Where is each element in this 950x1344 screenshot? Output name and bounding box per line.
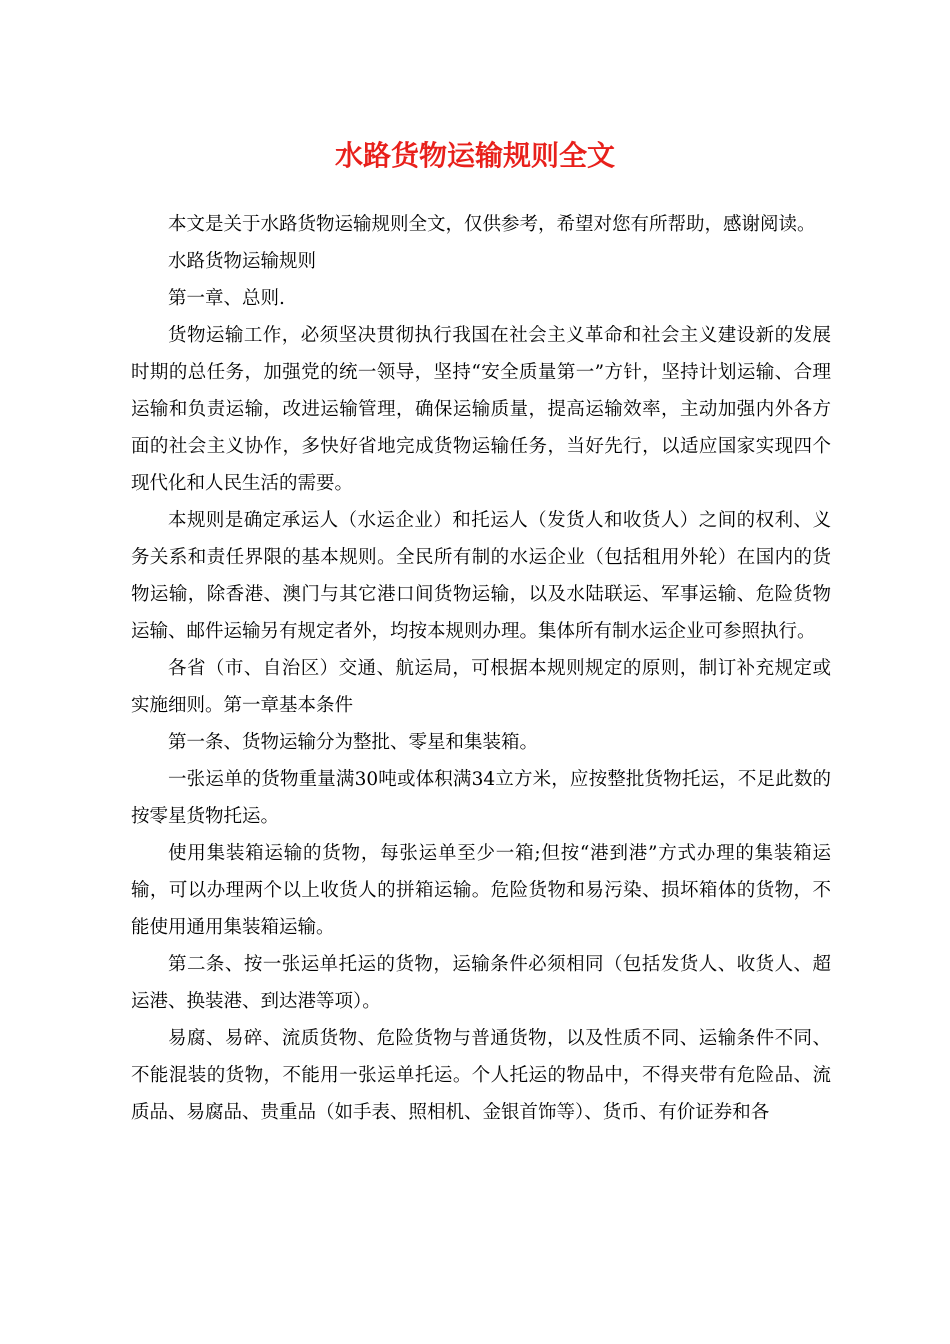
document-title: 水路货物运输规则全文: [334, 139, 615, 172]
paragraph: 本规则是确定承运人（水运企业）和托运人（发货人和收货人）之间的权利、义务关系和责任界限的基本规则。全民所有制的水运企业（包括租用外轮）在国内的货物运输，除香港、澳门与其它港口间货物运输，以及水陆联运、军事运输、危险货物运输、邮件运输另有规定者外，均按本规则办理。集体所有制水运企业可参照执行。: [131, 510, 831, 642]
paragraph: 第二条、按一张运单托运的货物，运输条件必须相同（包括发货人、收货人、超运港、换装港、到达港等项）。: [131, 954, 831, 1012]
paragraph: 使用集装箱运输的货物，每张运单至少一箱;但按“港到港”方式办理的集装箱运输，可以办理两个以上收货人的拼箱运输。危险货物和易污染、损坏箱体的货物，不能使用通用集装箱运输。: [131, 843, 831, 938]
paragraph: 各省（市、自治区）交通、航运局，可根据本规则规定的原则，制订补充规定或实施细则。第一章基本条件: [131, 658, 831, 716]
document-body: [131, 206, 831, 1131]
paragraph-chapter-heading: 第一章、总则.: [168, 288, 285, 309]
paragraph: 货物运输工作，必须坚决贯彻执行我国在社会主义革命和社会主义建设新的发展时期的总任务，加强党的统一领导，坚持“安全质量第一”方针，坚持计划运输、合理运输和负责运输，改进运输管理，确保运输质量，提高运输效率，主动加强内外各方面的社会主义协作，多快好省地完成货物运输任务，当好先行，以适应国家实现四个现代化和人民生活的需要。: [131, 325, 831, 494]
paragraph: 易腐、易碎、流质货物、危险货物与普通货物，以及性质不同、运输条件不同、不能混装的货物，不能用一张运单托运。个人托运的物品中，不得夹带有危险品、流质品、易腐品、贵重品（如手表、照相机、金银首饰等）、货币、有价证券和各: [131, 1028, 831, 1123]
paragraph-rules-heading: 水路货物运输规则: [168, 251, 317, 272]
paragraph-intro: 本文是关于水路货物运输规则全文，仅供参考，希望对您有所帮助，感谢阅读。: [168, 214, 816, 235]
paragraph: 一张运单的货物重量满30吨或体积满34立方米，应按整批货物托运，不足此数的按零星货物托运。: [131, 769, 831, 827]
paragraph: 第一条、货物运输分为整批、零星和集装箱。: [168, 732, 539, 753]
